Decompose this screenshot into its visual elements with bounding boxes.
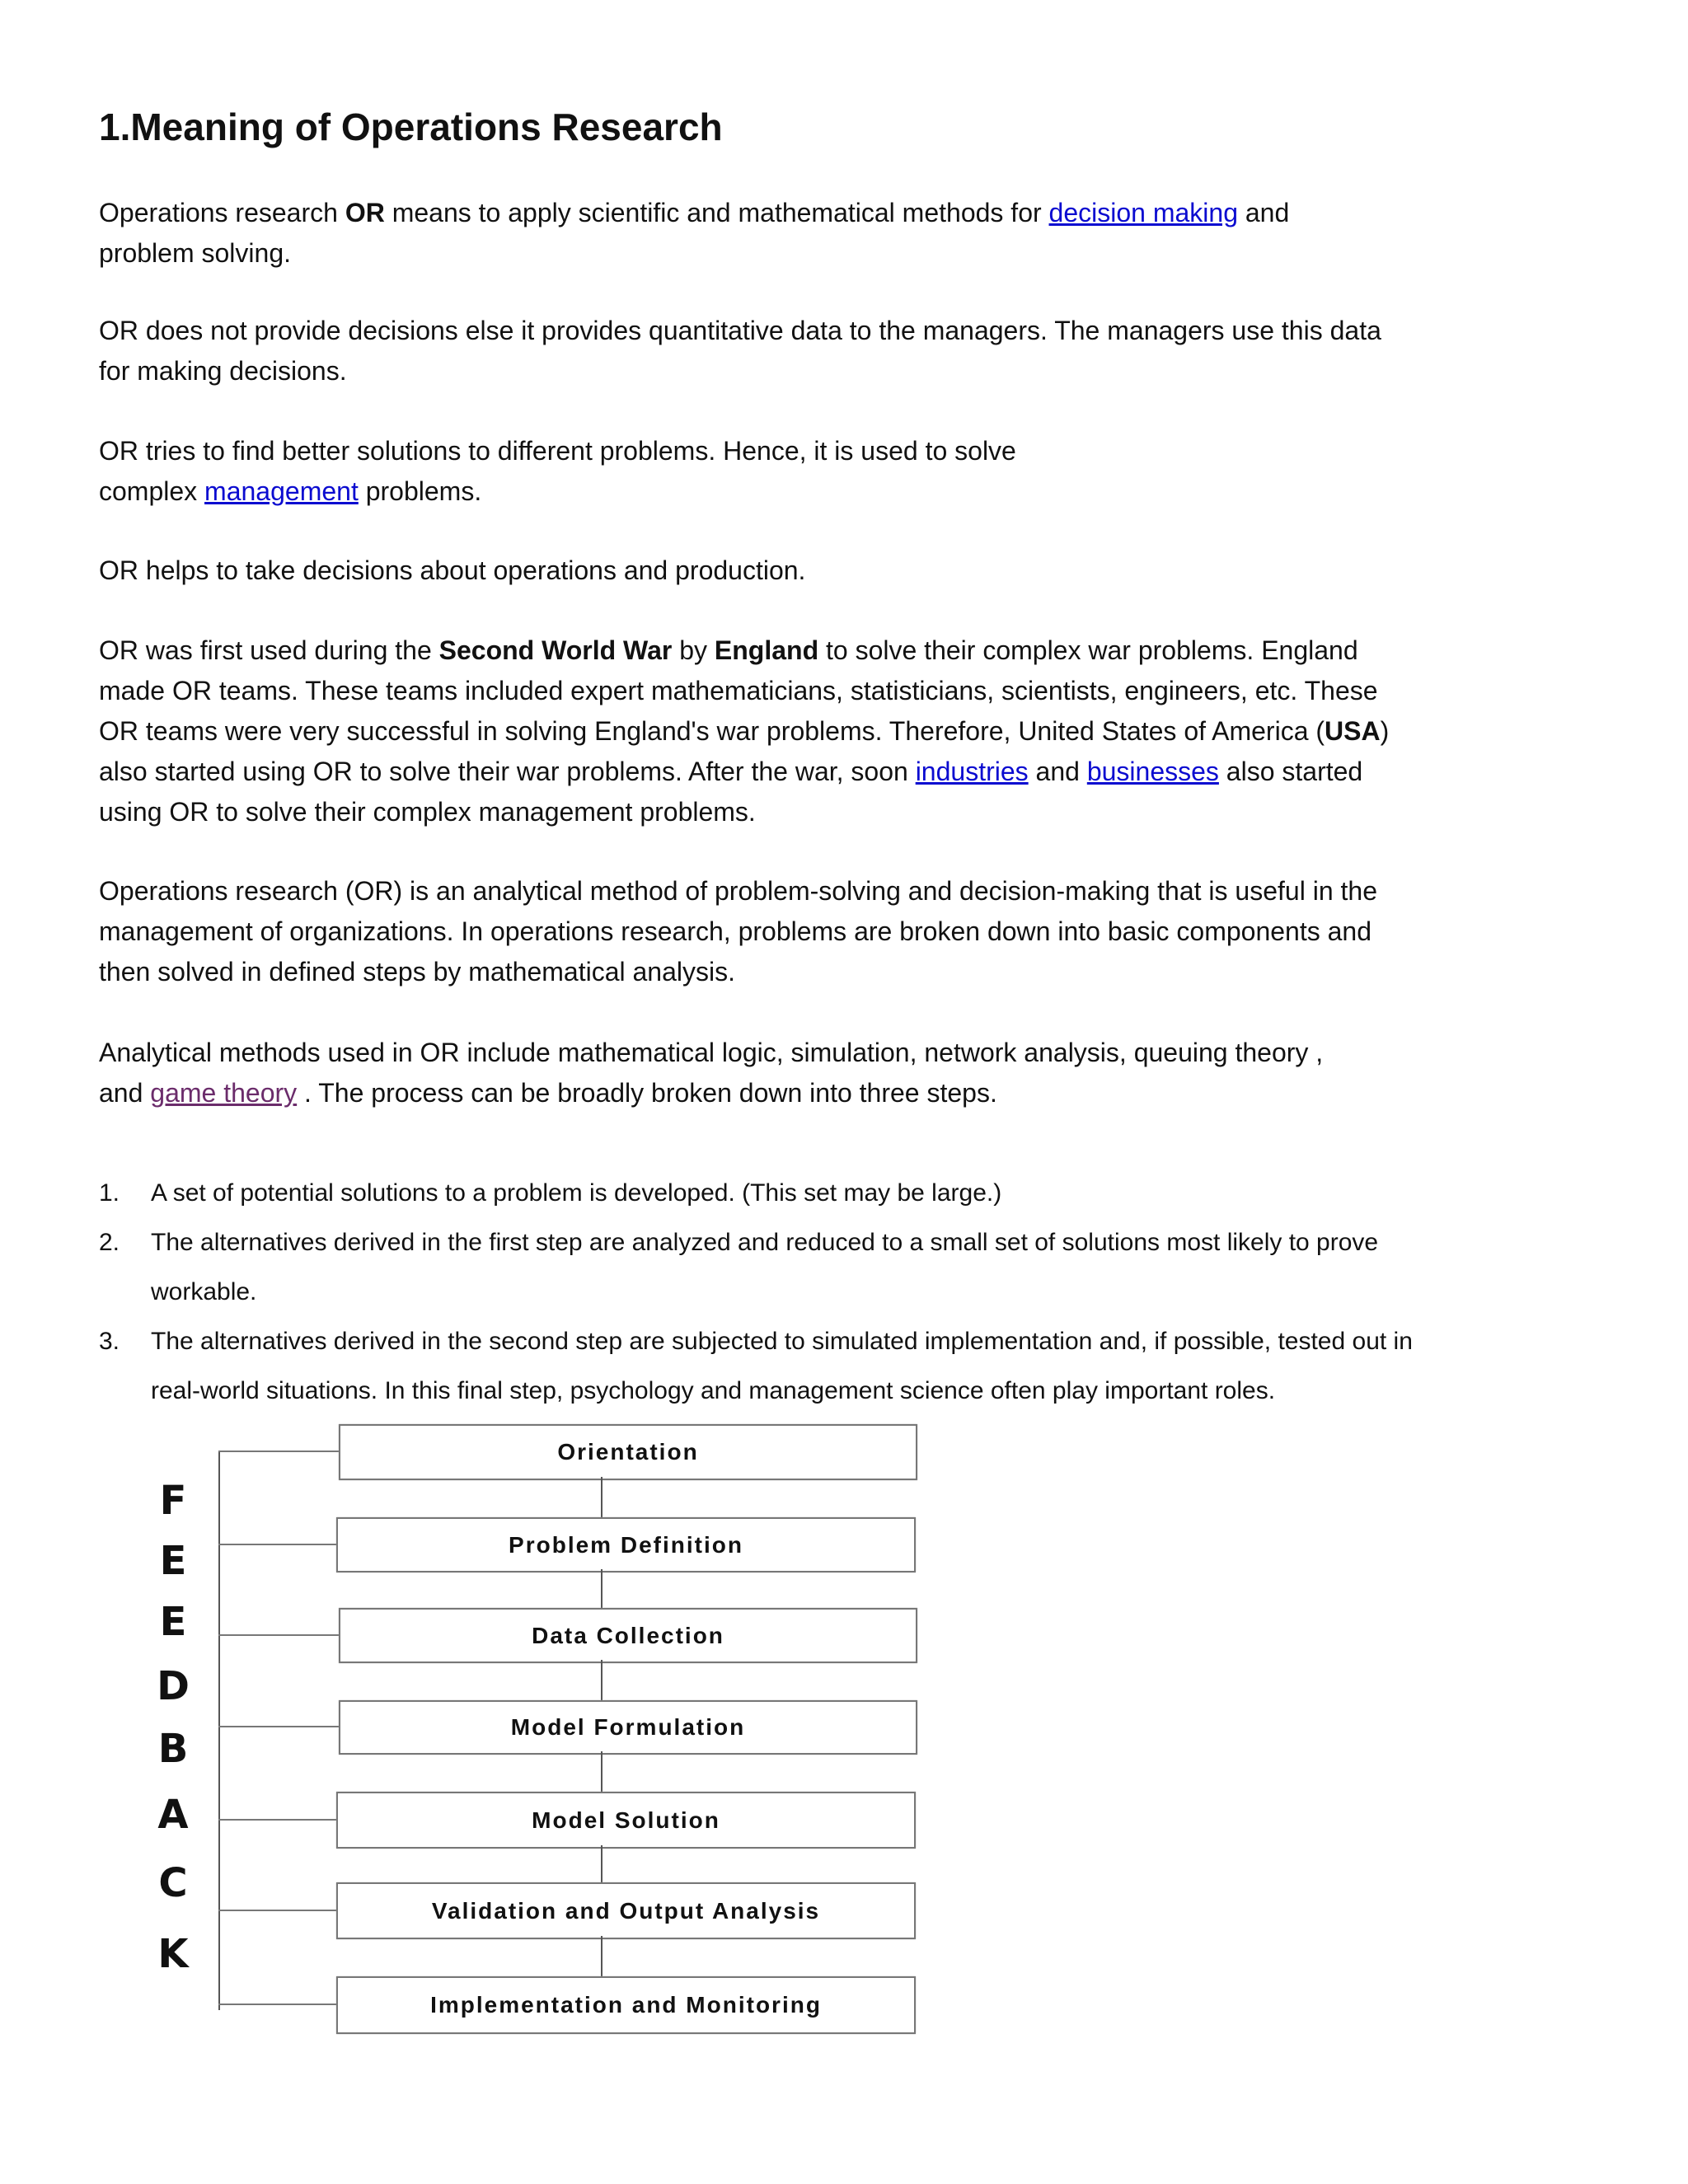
- flow-connector: [601, 1660, 603, 1700]
- bold-text: Second World War: [438, 635, 673, 665]
- paragraph: [99, 551, 805, 591]
- feedback-connector: [218, 1726, 339, 1727]
- link-game-theory[interactable]: game theory: [150, 1078, 298, 1108]
- text-line: [99, 1073, 1323, 1113]
- list-item: [99, 1317, 1413, 1416]
- text-line: [99, 471, 1016, 512]
- text-run: for making decisions.: [99, 356, 347, 386]
- text-run: then solved in defined steps by mathematical analysis.: [99, 957, 735, 987]
- link-management[interactable]: management: [204, 476, 359, 506]
- text-line: [99, 752, 1389, 792]
- page-title: 1.Meaning of Operations Research: [99, 105, 723, 148]
- paragraph: [99, 431, 1016, 512]
- text-line: [99, 711, 1389, 752]
- text-run: using OR to solve their complex management problems.: [99, 797, 756, 827]
- list-number: 1.: [99, 1179, 120, 1207]
- feedback-connector: [218, 1819, 336, 1821]
- text-line: [99, 1033, 1323, 1073]
- feedback-connector: [218, 2004, 336, 2005]
- text-line: [99, 431, 1016, 471]
- feedback-letter: B: [157, 1726, 189, 1772]
- list-item-text: The alternatives derived in the second step are subjected to simulated implementation and, if possible, tested out in: [151, 1328, 1413, 1355]
- feedback-letter: F: [159, 1478, 187, 1524]
- paragraph: [99, 630, 1389, 832]
- list-number: 2.: [99, 1229, 120, 1256]
- text-run: made OR teams. These teams included expert mathematicians, statisticians, scientists, engineers, etc. These: [99, 676, 1378, 705]
- link-industries[interactable]: industries: [915, 757, 1029, 786]
- feedback-connector: [218, 1910, 336, 1911]
- bold-text: England: [714, 635, 819, 665]
- list-item: [99, 1218, 1413, 1317]
- link-decision-making[interactable]: decision making: [1048, 198, 1238, 227]
- text-line: [99, 311, 1381, 351]
- flow-connector: [601, 1569, 603, 1608]
- feedback-letter: C: [158, 1860, 188, 1906]
- text-run: also started: [1218, 757, 1363, 786]
- text-run: and: [1028, 757, 1087, 786]
- text-run: by: [672, 635, 715, 665]
- link-businesses[interactable]: businesses: [1086, 757, 1219, 786]
- list-item: [99, 1169, 1413, 1218]
- list-item-text: A set of potential solutions to a problem is developed. (This set may be large.): [151, 1179, 1002, 1207]
- text-run: Operations research: [99, 198, 345, 227]
- process-step-box: Model Solution: [336, 1792, 916, 1849]
- process-step-box: Data Collection: [339, 1608, 917, 1663]
- feedback-connector: [218, 1544, 336, 1545]
- text-run: complex: [99, 476, 205, 506]
- list-item-text: The alternatives derived in the first step are analyzed and reduced to a small set of solutions most likely to prove: [151, 1229, 1379, 1256]
- text-run: to solve their complex war problems. England: [818, 635, 1358, 665]
- list-item-text: real-world situations. In this final step, psychology and management science often play important roles.: [151, 1377, 1276, 1404]
- text-line: [99, 630, 1389, 671]
- text-run: OR does not provide decisions else it provides quantitative data to the managers. The managers use this data: [99, 316, 1381, 345]
- text-run: . The process can be broadly broken down into three steps.: [297, 1078, 997, 1108]
- flow-connector: [601, 1751, 603, 1792]
- feedback-letter: E: [159, 1599, 187, 1645]
- text-run: Analytical methods used in OR include mathematical logic, simulation, network analysis, queuing theory ,: [99, 1038, 1324, 1067]
- text-run: problem solving.: [99, 238, 291, 268]
- text-run: Operations research (OR) is an analytical method of problem-solving and decision-making that is useful in the: [99, 876, 1377, 906]
- text-run: OR was first used during the: [99, 635, 439, 665]
- text-run: management of organizations. In operations research, problems are broken down into basic components and: [99, 916, 1372, 946]
- text-run: means to apply scientific and mathematical methods for: [384, 198, 1049, 227]
- bold-text: USA: [1325, 716, 1381, 746]
- feedback-connector: [218, 1634, 339, 1636]
- feedback-letter: K: [157, 1931, 189, 1977]
- text-line: [99, 233, 1289, 274]
- bold-text: OR: [345, 198, 385, 227]
- feedback-connector: [218, 1451, 339, 1452]
- paragraph: [99, 871, 1377, 992]
- list-item-text: workable.: [151, 1278, 257, 1305]
- text-line: [99, 952, 1377, 992]
- feedback-letter: E: [159, 1538, 187, 1584]
- paragraph: [99, 193, 1289, 274]
- text-line: [99, 871, 1377, 912]
- process-step-box: Orientation: [339, 1424, 917, 1480]
- paragraph: [99, 1033, 1323, 1113]
- text-line: [99, 551, 805, 591]
- text-run: OR teams were very successful in solving England's war problems. Therefore, United States of America (: [99, 716, 1325, 746]
- process-step-box: Problem Definition: [336, 1517, 916, 1572]
- feedback-letter: A: [157, 1792, 189, 1838]
- paragraph: [99, 311, 1381, 391]
- text-run: and: [99, 1078, 151, 1108]
- text-line: [99, 351, 1381, 391]
- flow-connector: [601, 1477, 603, 1517]
- text-line: [99, 792, 1389, 832]
- text-run: OR helps to take decisions about operations and production.: [99, 555, 806, 585]
- text-run: problems.: [358, 476, 482, 506]
- text-line: [99, 912, 1377, 952]
- process-step-box: Validation and Output Analysis: [336, 1882, 916, 1939]
- list-number: 3.: [99, 1328, 120, 1355]
- process-step-box: Model Formulation: [339, 1700, 917, 1755]
- feedback-line: [218, 1451, 220, 2010]
- text-run: and: [1237, 198, 1290, 227]
- steps-list: [99, 1169, 1413, 1416]
- process-step-box: Implementation and Monitoring: [336, 1976, 916, 2034]
- feedback-letter: D: [157, 1663, 190, 1709]
- text-run: OR tries to find better solutions to different problems. Hence, it is used to solve: [99, 436, 1016, 466]
- text-run: also started using OR to solve their war problems. After the war, soon: [99, 757, 916, 786]
- flow-connector: [601, 1845, 603, 1882]
- text-line: [99, 193, 1289, 233]
- flow-connector: [601, 1936, 603, 1976]
- text-run: ): [1380, 716, 1390, 746]
- text-line: [99, 671, 1389, 711]
